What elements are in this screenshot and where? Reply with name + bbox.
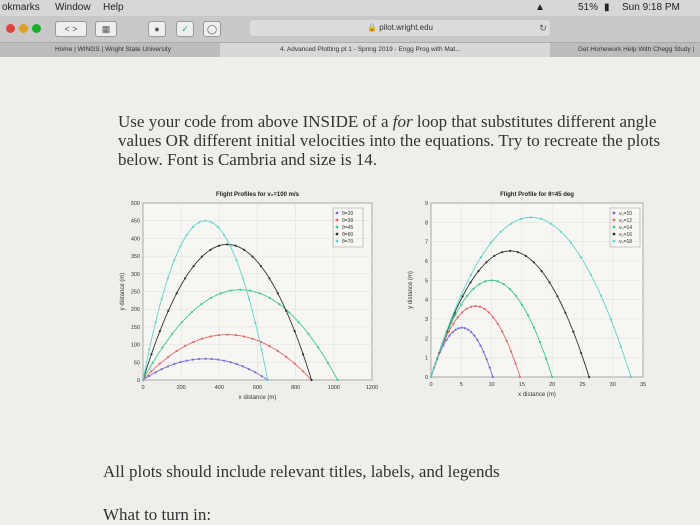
chart2-y-tick-label: 9 — [424, 201, 428, 207]
chart1-data-point — [211, 358, 213, 360]
chart1-data-point — [249, 290, 251, 292]
chart2-legend-marker — [613, 226, 616, 229]
tab-wings[interactable]: Home | WINGS | Wright State University — [55, 46, 171, 53]
chart2-y-axis-label: y distance (m) — [408, 271, 414, 309]
chart1-data-point — [259, 292, 261, 294]
chart1-data-point — [154, 371, 156, 373]
chart2-legend-label: v₀=16 — [619, 232, 633, 238]
chart2-x-tick-label: 10 — [488, 382, 495, 388]
chart2-data-point — [590, 274, 592, 276]
chart1-data-point — [159, 363, 161, 365]
chart2-title: Flight Profile for θ=45 deg — [500, 192, 574, 198]
tab-advanced-plotting[interactable]: 4. Advanced Plotting pt 1 - Spring 2019 - Engg Prog with Mat... — [220, 43, 550, 57]
checkmark-extension-icon[interactable]: ✓ — [176, 21, 194, 37]
reload-icon[interactable]: ↻ — [539, 23, 547, 33]
chart1-data-point — [248, 298, 250, 300]
chart2-data-point — [588, 376, 590, 378]
chart1-title: Flight Profiles for v₀=100 m/s — [216, 192, 299, 198]
chart2-data-point — [509, 250, 511, 252]
chart1-legend-label: θ=30 — [342, 218, 354, 224]
chart1-data-point — [167, 277, 169, 279]
chart2-y-tick-label: 1 — [424, 355, 428, 362]
chart2-data-point — [510, 223, 512, 225]
chart1-data-point — [142, 379, 144, 381]
chart2-x-tick-label: 20 — [549, 382, 556, 388]
chart1-data-point — [302, 353, 304, 355]
chart1-data-point — [260, 265, 262, 267]
chart1-data-point — [254, 371, 256, 373]
chart2-data-point — [533, 327, 535, 329]
chart1-data-point — [229, 361, 231, 363]
chart1-x-tick-label: 1000 — [327, 385, 340, 391]
chart1-data-point — [201, 256, 203, 258]
address-bar-url: pilot.wright.edu — [379, 23, 433, 32]
chart2-data-point — [630, 376, 632, 378]
chart2-x-tick-label: 5 — [459, 382, 463, 388]
chart1-data-point — [294, 363, 296, 365]
chart1-data-point — [229, 245, 231, 247]
chart1-x-tick-label: 1200 — [365, 385, 379, 391]
chart1-y-tick-label: 100 — [130, 342, 140, 349]
chart1-data-point — [201, 338, 203, 340]
lock-icon: 🔒 — [366, 23, 377, 32]
chart1-data-point — [220, 292, 222, 294]
chart1-data-point — [159, 330, 161, 332]
chart1-data-point — [198, 221, 200, 223]
chart2-data-point — [467, 329, 469, 331]
chart1-data-point — [192, 226, 194, 228]
chart2-y-tick-label: 7 — [424, 239, 428, 246]
chart1-data-point — [150, 370, 152, 372]
chart1-data-point — [268, 345, 270, 347]
assignment-instructions: Use your code from above INSIDE of a for loop that substitutes different angle values OR different initial velocities into the equations. Try to recreate the plots below. Font is Cambria and size is 14. — [118, 112, 661, 169]
chart1-data-point — [167, 356, 169, 358]
chart1-data-point — [161, 346, 163, 348]
chart1-y-tick-label: 200 — [130, 307, 140, 314]
chart2-y-tick-label: 2 — [424, 336, 428, 343]
chart1-data-point — [198, 358, 200, 360]
chart1-legend-marker — [336, 219, 339, 222]
chart2-data-point — [472, 288, 474, 290]
chart1-data-point — [277, 292, 279, 294]
chart1-data-point — [211, 221, 213, 223]
chart2-data-point — [497, 323, 499, 325]
extension-icon[interactable]: ● — [148, 21, 166, 37]
chart1-x-tick-label: 400 — [214, 385, 224, 391]
chart1-data-point — [235, 334, 237, 336]
chart2-data-point — [479, 306, 481, 308]
chart1-data-point — [192, 341, 194, 343]
chart1-data-point — [191, 311, 193, 313]
chart2-plot-area — [431, 203, 643, 377]
chart2-data-point — [533, 261, 535, 263]
chart2-y-tick-label: 6 — [424, 259, 428, 265]
tab-chegg[interactable]: Get Homework Help With Chegg Study | — [578, 46, 695, 53]
chart1-data-point — [167, 365, 169, 367]
turn-in-heading: What to turn in: — [103, 505, 212, 524]
chart2-data-point — [460, 303, 462, 305]
chart1-data-point — [171, 333, 173, 335]
chart1-data-point — [298, 321, 300, 323]
chart1-data-point — [223, 360, 225, 362]
chart2-data-point — [560, 231, 562, 233]
chart1-data-point — [181, 321, 183, 323]
chart1-data-point — [209, 335, 211, 337]
chart2-data-point — [440, 346, 442, 348]
chart2-data-point — [548, 281, 550, 283]
chart1-data-point — [217, 226, 219, 228]
chart2-data-point — [490, 279, 492, 281]
chart2-data-point — [478, 283, 480, 285]
chart1-legend-marker — [336, 226, 339, 229]
chart2-data-point — [501, 251, 503, 253]
chart1-data-point — [148, 375, 150, 377]
chart1-data-point — [337, 379, 339, 381]
chart2-legend-label: v₀=18 — [619, 239, 633, 245]
chart1-data-point — [226, 334, 228, 336]
chart2-data-point — [430, 376, 432, 378]
chart1-y-tick-label: 0 — [136, 378, 140, 384]
chart2-data-point — [572, 331, 574, 333]
chart2-data-point — [452, 323, 454, 325]
chart2-data-point — [506, 340, 508, 342]
chart1-data-point — [148, 349, 150, 351]
chart2-x-tick-label: 30 — [609, 382, 616, 388]
chart2-legend-marker — [613, 212, 616, 215]
chart1-data-point — [260, 349, 262, 351]
chart1-data-point — [239, 289, 241, 291]
chart2-x-tick-label: 0 — [429, 382, 433, 388]
chart1-data-point — [176, 350, 178, 352]
chart1-data-point — [307, 333, 309, 335]
chart2-data-point — [580, 256, 582, 258]
chart2-x-tick-label: 35 — [639, 382, 647, 388]
chart1-data-point — [260, 375, 262, 377]
chart1-data-point — [173, 259, 175, 261]
chart1-data-point — [254, 322, 256, 324]
chart2-data-point — [540, 218, 542, 220]
chart1-y-tick-label: 500 — [130, 201, 140, 207]
chart2-data-point — [486, 358, 488, 360]
chart2-data-point — [551, 376, 553, 378]
chart1-data-point — [179, 245, 181, 247]
chart2-x-tick-label: 15 — [518, 382, 525, 388]
chart1-data-point — [242, 365, 244, 367]
chart1-data-point — [302, 370, 304, 372]
chart2-data-point — [580, 352, 582, 354]
chart2-data-point — [610, 318, 612, 320]
chart1-data-point — [218, 334, 220, 336]
menu-item-window[interactable]: Window — [55, 2, 91, 13]
chart1-data-point — [184, 277, 186, 279]
chart1-data-point — [229, 290, 231, 292]
chart2-data-point — [503, 283, 505, 285]
chart1-data-point — [310, 379, 312, 381]
chart2-data-point — [477, 270, 479, 272]
menu-item-bookmarks[interactable]: okmarks — [2, 2, 40, 13]
chart2-data-point — [501, 330, 503, 332]
chart2-data-point — [450, 318, 452, 320]
chart1-x-tick-label: 200 — [176, 385, 186, 391]
chart2-data-point — [550, 223, 552, 225]
chart1-data-point — [223, 234, 225, 236]
chart1-data-point — [210, 297, 212, 299]
chart2-data-point — [488, 311, 490, 313]
chart1-data-point — [285, 310, 287, 312]
chart1-y-tick-label: 50 — [133, 360, 140, 367]
chart2-data-point — [483, 308, 485, 310]
chart1-data-point — [176, 292, 178, 294]
chart1-legend-label: θ=70 — [342, 239, 354, 245]
chart2-legend-label: v₀=14 — [619, 225, 633, 231]
chart2-data-point — [445, 339, 447, 341]
chart2-data-point — [517, 251, 519, 253]
chart1-data-point — [285, 356, 287, 358]
chart1-data-point — [200, 303, 202, 305]
chart1-data-point — [154, 322, 156, 324]
chart2-data-point — [448, 334, 450, 336]
chart1-x-tick-label: 0 — [141, 385, 145, 391]
chart2-data-point — [500, 231, 502, 233]
chart1-y-tick-label: 350 — [130, 254, 140, 261]
chart1-data-point — [161, 368, 163, 370]
chart2-legend-marker — [613, 240, 616, 243]
chart2-data-point — [493, 255, 495, 257]
chart1-data-point — [268, 277, 270, 279]
chart1-data-point — [152, 362, 154, 364]
chart2-legend-label: v₀=12 — [619, 218, 633, 224]
chart2-data-point — [600, 294, 602, 296]
battery-icon[interactable]: ▮ — [604, 2, 610, 13]
chart1-y-tick-label: 300 — [130, 271, 140, 278]
chart2-y-tick-label: 0 — [424, 375, 428, 381]
chart2-data-point — [452, 331, 454, 333]
chart2-data-point — [469, 281, 471, 283]
chart2-data-point — [479, 344, 481, 346]
chart2-data-point — [620, 346, 622, 348]
chart1-x-tick-label: 800 — [291, 385, 301, 391]
chart1-y-tick-label: 250 — [130, 289, 140, 296]
chart1-data-point — [327, 362, 329, 364]
chart1-data-point — [209, 249, 211, 251]
chart2-data-point — [460, 294, 462, 296]
chart2-data-point — [480, 256, 482, 258]
chart1-legend-label: θ=60 — [342, 232, 354, 238]
chart2-data-point — [461, 311, 463, 313]
chart2-data-point — [470, 274, 472, 276]
chart2-data-point — [461, 327, 463, 329]
chart2-y-tick-label: 5 — [424, 278, 428, 285]
chart2-legend-label: v₀=10 — [619, 211, 633, 217]
chart1-legend-label: θ=20 — [342, 211, 354, 217]
chart2-data-point — [520, 218, 522, 220]
chart2-data-point — [519, 376, 521, 378]
chart2-data-point — [470, 331, 472, 333]
chart1-data-point — [317, 346, 319, 348]
chart2-data-point — [482, 351, 484, 353]
sidebar-icon[interactable]: ▦ — [95, 21, 117, 37]
chart2-data-point — [476, 339, 478, 341]
chart1-data-point — [186, 234, 188, 236]
chart1-data-point — [186, 360, 188, 362]
chart2-data-point — [514, 362, 516, 364]
chart2-y-tick-label: 4 — [424, 297, 428, 304]
chart1-data-point — [251, 338, 253, 340]
chart1-data-point — [242, 277, 244, 279]
chart1-data-point — [173, 363, 175, 365]
battery-percent: 51% — [578, 2, 599, 13]
chart2-y-tick-label: 8 — [424, 220, 428, 227]
chart1-data-point — [277, 350, 279, 352]
chart1-data-point — [268, 297, 270, 299]
chart2-data-point — [458, 327, 460, 329]
chart1-y-tick-label: 150 — [130, 324, 140, 331]
chart1-data-point — [184, 345, 186, 347]
chart1-data-point — [179, 361, 181, 363]
chart2-data-point — [556, 295, 558, 297]
chart2-legend-marker — [613, 233, 616, 236]
chart2-data-point — [457, 316, 459, 318]
plots-requirement-note: All plots should include relevant titles, labels, and legends — [103, 462, 500, 481]
chart2-data-point — [510, 350, 512, 352]
chart2-data-point — [484, 280, 486, 282]
chart1-data-point — [248, 368, 250, 370]
chart2-data-point — [455, 329, 457, 331]
chart2-data-point — [490, 242, 492, 244]
back-forward-buttons[interactable]: < > — [55, 21, 87, 37]
chart1-data-point — [267, 379, 269, 381]
chart1-data-point — [167, 310, 169, 312]
chart1-data-point — [192, 265, 194, 267]
chart2-data-point — [527, 314, 529, 316]
chart1-data-point — [236, 259, 238, 261]
chart2-data-point — [515, 295, 517, 297]
chart2-y-tick-label: 3 — [424, 317, 428, 323]
chart1-data-point — [217, 359, 219, 361]
chart1-x-tick-label: 600 — [252, 385, 263, 391]
chart2-data-point — [525, 255, 527, 257]
chart2-data-point — [485, 261, 487, 263]
chart1-data-point — [243, 249, 245, 251]
chart2-data-point — [530, 216, 532, 218]
chart1-data-point — [150, 353, 152, 355]
chart2-data-point — [541, 270, 543, 272]
wifi-icon[interactable]: ▲ — [535, 2, 545, 13]
chart1-data-point — [236, 363, 238, 365]
chart2-x-tick-label: 25 — [579, 382, 586, 388]
chart2-x-axis-label: x distance (m) — [518, 392, 556, 398]
chart2-data-point — [470, 306, 472, 308]
chart1-y-tick-label: 450 — [130, 218, 140, 225]
chart1-x-axis-label: x distance (m) — [238, 395, 277, 401]
chart2-data-point — [545, 358, 547, 360]
clock[interactable]: Sun 9:18 PM — [622, 2, 680, 13]
chart1-data-point — [235, 245, 237, 247]
chart1-data-point — [294, 330, 296, 332]
chart1-legend-marker — [336, 240, 339, 243]
chart1-data-point — [251, 256, 253, 258]
chart2-data-point — [464, 327, 466, 329]
chart2-data-point — [489, 367, 491, 369]
chart1-data-point — [243, 335, 245, 337]
chart2-data-point — [474, 305, 476, 307]
chart2-data-point — [570, 242, 572, 244]
chart2-data-point — [509, 288, 511, 290]
chart2-data-point — [466, 308, 468, 310]
shield-extension-icon[interactable]: ◯ — [203, 21, 221, 37]
chart1-data-point — [218, 245, 220, 247]
chart1-data-point — [161, 298, 163, 300]
chart2-data-point — [492, 376, 494, 378]
chart1-data-point — [204, 358, 206, 360]
chart1-legend-label: θ=45 — [342, 225, 354, 231]
chart2-legend-marker — [613, 219, 616, 222]
chart2-data-point — [564, 312, 566, 314]
chart2-data-point — [466, 295, 468, 297]
menu-item-help[interactable]: Help — [103, 2, 124, 13]
chart1-data-point — [204, 220, 206, 222]
chart1-y-tick-label: 400 — [130, 236, 140, 243]
chart2-data-point — [473, 334, 475, 336]
chart2-data-point — [539, 341, 541, 343]
chart2-data-point — [492, 316, 494, 318]
chart2-data-point — [521, 303, 523, 305]
chart1-data-point — [288, 311, 290, 313]
chart2-data-point — [497, 280, 499, 282]
chart1-legend-marker — [336, 233, 339, 236]
chart1-y-axis-label: y distance (m) — [120, 272, 126, 311]
chart1-data-point — [278, 303, 280, 305]
chart1-data-point — [192, 359, 194, 361]
chart1-legend-marker — [336, 212, 339, 215]
chart1-data-point — [226, 243, 228, 245]
